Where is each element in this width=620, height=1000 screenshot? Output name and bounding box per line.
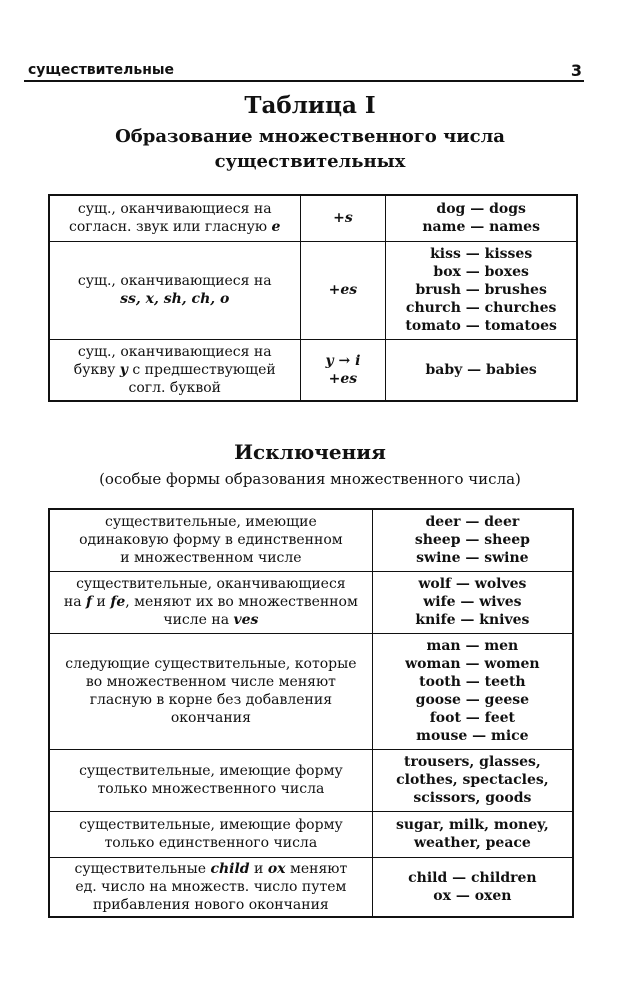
cell-line: существительные child и ox меняют xyxy=(74,860,348,877)
table-row xyxy=(49,857,573,917)
cell-line: man — men xyxy=(426,638,519,654)
table1-subtitle-line: Образование множественного числа xyxy=(115,126,505,147)
cell-line: числе на ves xyxy=(163,612,259,628)
cell-line: goose — geese xyxy=(415,692,530,708)
cell-line: foot — feet xyxy=(429,710,515,726)
cell-line: swine — swine xyxy=(416,550,529,567)
cell-line: гласную в корне без добавления xyxy=(89,692,333,708)
table-row xyxy=(49,339,577,401)
examples-cell xyxy=(386,241,577,339)
cell-line: +es xyxy=(328,282,358,298)
cell-line: на f и fe, меняют их во множественном xyxy=(63,594,358,610)
cell-line: sheep — sheep xyxy=(414,532,530,549)
cell-line: knife — knives xyxy=(415,612,530,628)
section-name: существительные xyxy=(28,62,175,78)
cell-line: окончания xyxy=(170,710,251,726)
cell-line: букву y с предшествующей xyxy=(73,361,276,378)
running-head xyxy=(24,60,584,82)
cell-line: сущ., оканчивающиеся на xyxy=(77,343,272,360)
ending-cell xyxy=(300,241,386,339)
page-number: 3 xyxy=(570,61,582,80)
exceptions-table xyxy=(48,508,574,918)
table-row xyxy=(49,509,573,571)
cell-line: box — boxes xyxy=(433,264,529,280)
cell-line: согласн. звук или гласную e xyxy=(69,219,281,236)
rule-description-cell xyxy=(49,241,300,339)
cell-line: baby — babies xyxy=(425,361,537,378)
table-row xyxy=(49,633,573,749)
table-row xyxy=(49,241,577,339)
table-row xyxy=(49,571,573,633)
cell-line: +s xyxy=(333,210,353,227)
rule-description-cell xyxy=(49,195,300,241)
cell-line: weather, peace xyxy=(413,835,531,851)
cell-line: ox — oxen xyxy=(433,887,512,904)
table1-subtitle xyxy=(0,124,620,174)
cell-line: во множественном числе меняют xyxy=(85,674,336,690)
cell-line: deer — deer xyxy=(425,514,520,531)
cell-line: существительные, имеющие форму xyxy=(79,817,343,833)
rule-description-cell xyxy=(49,571,372,633)
exceptions-subtitle: (особые формы образования множественного числа) xyxy=(99,470,521,488)
examples-cell xyxy=(372,811,573,857)
table1-title: Таблица I xyxy=(244,92,376,119)
cell-line: ед. число на множеств. число путем xyxy=(75,878,347,895)
cell-line: church — churches xyxy=(405,300,557,316)
rule-description-cell xyxy=(49,749,372,811)
cell-line: существительные, оканчивающиеся xyxy=(76,576,346,592)
cell-line: существительные, имеющие xyxy=(105,514,317,531)
table-row xyxy=(49,749,573,811)
letter-e: e xyxy=(271,219,281,236)
cell-line: и множественном числе xyxy=(120,550,302,567)
cell-line: сущ., оканчивающиеся на xyxy=(77,273,272,289)
cell-line: одинаковую форму в единственном xyxy=(79,532,343,549)
exceptions-title: Исключения xyxy=(234,440,386,464)
table-row xyxy=(49,195,577,241)
plural-formation-table xyxy=(48,194,578,402)
cell-line: scissors, goods xyxy=(413,790,532,806)
ending-cell xyxy=(300,339,386,401)
cell-line: wife — wives xyxy=(423,594,522,610)
cell-line: tooth — teeth xyxy=(419,674,526,690)
cell-line: woman — women xyxy=(405,656,540,672)
cell-line: wolf — wolves xyxy=(418,576,527,592)
ending-cell xyxy=(300,195,386,241)
cell-line: sugar, milk, money, xyxy=(395,817,549,833)
cell-line: существительные, имеющие форму xyxy=(79,763,343,779)
examples-cell xyxy=(386,195,577,241)
cell-line: сущ., оканчивающиеся на xyxy=(77,201,272,218)
cell-line: clothes, spectacles, xyxy=(396,772,549,788)
cell-line: tomato — tomatoes xyxy=(405,318,557,334)
cell-line: прибавления нового окончания xyxy=(93,896,329,913)
cell-line: brush — brushes xyxy=(415,282,547,298)
cell-line: kiss — kisses xyxy=(430,246,533,262)
examples-cell xyxy=(372,571,573,633)
cell-line: +es xyxy=(328,370,358,387)
rule-description-cell xyxy=(49,509,372,571)
cell-line: dog — dogs xyxy=(436,201,526,218)
rule-description-cell xyxy=(49,857,372,917)
cell-line: name — names xyxy=(422,219,540,236)
cell-line: согл. буквой xyxy=(128,379,221,396)
table-row xyxy=(49,811,573,857)
examples-cell xyxy=(372,749,573,811)
cell-line: y → i xyxy=(325,352,361,369)
table1-subtitle-line: существительных xyxy=(214,151,406,172)
cell-line: следующие существительные, которые xyxy=(65,656,357,672)
cell-line: mouse — mice xyxy=(416,728,529,744)
cell-line: только множественного числа xyxy=(97,781,325,797)
examples-cell xyxy=(372,509,573,571)
cell-line: child — children xyxy=(408,869,537,886)
letter-y: y xyxy=(119,361,128,378)
examples-cell xyxy=(372,857,573,917)
cell-line: только единственного числа xyxy=(104,835,318,851)
examples-cell xyxy=(386,339,577,401)
rule-description-cell xyxy=(49,339,300,401)
rule-description-cell xyxy=(49,633,372,749)
examples-cell xyxy=(372,633,573,749)
rule-description-cell xyxy=(49,811,372,857)
cell-line: ss, x, sh, ch, o xyxy=(120,291,230,307)
cell-line: trousers, glasses, xyxy=(404,754,541,770)
